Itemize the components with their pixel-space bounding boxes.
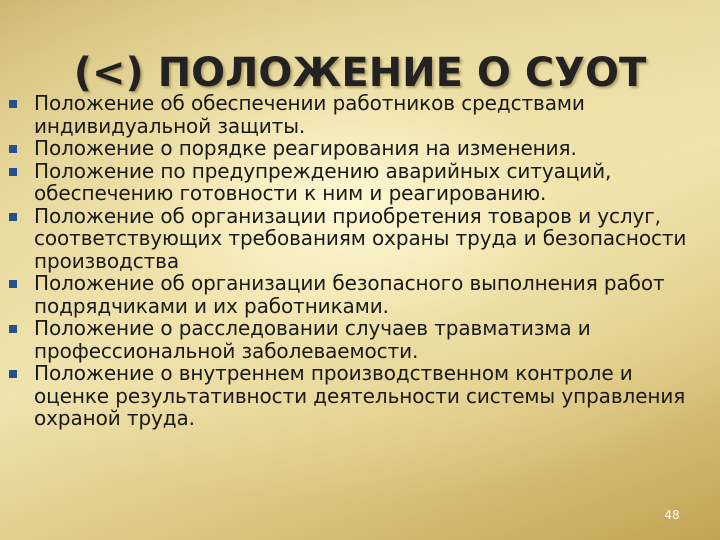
bullet-text: Положение о внутреннем производственном контроле и оценке результативности деятельности системы управления охраной труда. (34, 361, 686, 430)
bullet-item (0, 137, 720, 160)
page-number: 48 (664, 508, 680, 522)
square-bullet-icon (9, 100, 17, 108)
square-bullet-icon (9, 145, 17, 153)
bullet-text: Положение о порядке реагирования на изменения. (34, 136, 577, 160)
square-bullet-icon (9, 325, 17, 333)
square-bullet-icon (9, 213, 17, 221)
bullet-item (0, 362, 720, 430)
bullet-text: Положение об организации приобретения товаров и услуг, соответствующих требованиям охраны труда и безопасности производства (34, 203, 687, 273)
bullet-text: Положение об обеспечении работников средствами индивидуальной защиты. (34, 91, 585, 138)
bullet-text: Положение о расследовании случаев травматизма и профессиональной заболеваемости. (34, 316, 591, 363)
square-bullet-icon (9, 168, 17, 176)
square-bullet-icon (9, 370, 17, 378)
bullet-item (0, 160, 720, 205)
slide-title: (<) ПОЛОЖЕНИЕ О СУОТ (73, 49, 647, 96)
bullet-text: Положение об организации безопасного выполнения работ подрядчиками и их работниками. (34, 271, 665, 318)
bullet-item (0, 272, 720, 317)
bullet-list (0, 92, 720, 430)
bullet-item (0, 317, 720, 362)
square-bullet-icon (9, 280, 17, 288)
bullet-text: Положение по предупреждению аварийных ситуаций, обеспечению готовности к ним и реагированию. (34, 158, 612, 205)
bullet-item (0, 92, 720, 137)
bullet-item (0, 205, 720, 273)
